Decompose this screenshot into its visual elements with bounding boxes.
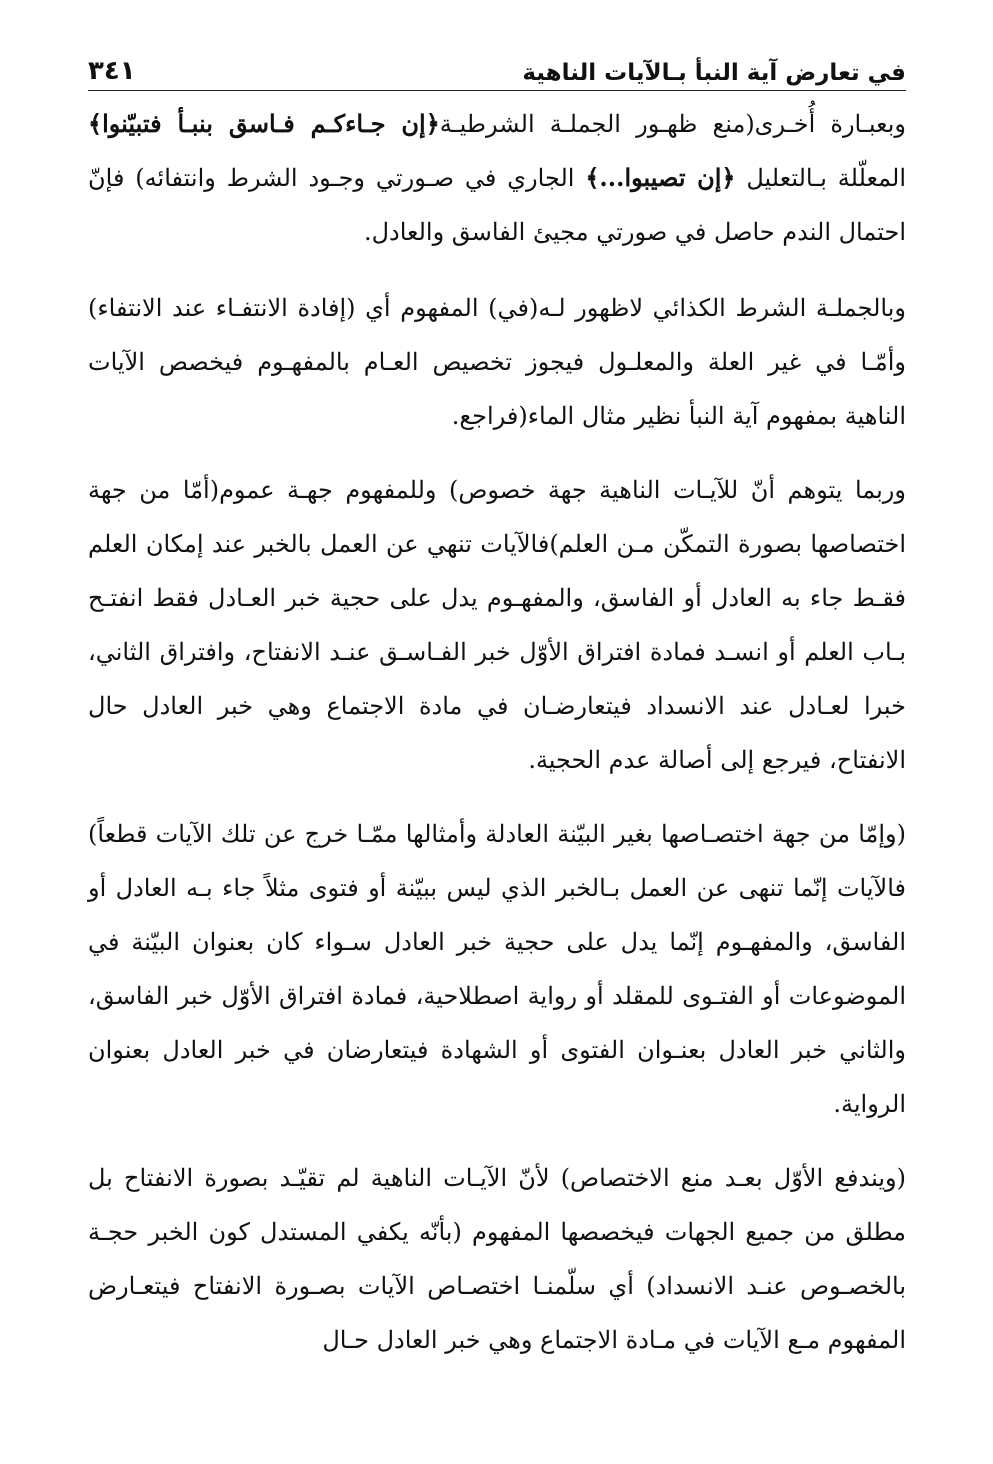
body-text	[88, 97, 906, 1367]
quran-quote-1: ﴿إن جـاءكـم فـاسق بنبـأ فتبيّنوا﴾	[88, 109, 440, 138]
paragraph-1	[88, 97, 906, 259]
paragraph-3: وربما يتوهم أنّ للآيـات الناهية جهة خصوص) وللمفهوم جهـة عموم(أمّا من جهة اختصاصها بصورة التمكّن مـن العلم)فالآيات تنهي عن العمل بالخبر عند إمكان العلم فقـط جاء به العادل أو الفاسق، والمفهـوم يدل على حجية خبر العـادل فقط انفتـح بـاب العلم أو انسـد فمادة افتراق الأوّل خبر الفـاسـق عنـد الانفتاح، وافتراق الثاني، خبرا لعـادل عند الانسداد فيتعارضـان في مادة الاجتماع وهي خبر العادل حال الانفتاح، فيرجع إلى أصالة عدم الحجية.	[88, 476, 906, 774]
book-page	[88, 40, 906, 1387]
paragraph-2: وبالجملـة الشرط الكذائي لاظهور لـه(في) المفهوم أي (إفادة الانتفـاء عند الانتفاء) وأمّـا في غير العلة والمعلـول فيجوز تخصيص العـام بالمفهـوم فيخصص الآيات الناهية بمفهوم آية النبأ نظير مثال الماء(فراجع.	[88, 294, 906, 430]
paragraph-1-part-2: المعلّلة بـالتعليل	[735, 164, 906, 192]
paragraph-1-part-1: وبعبـارة أُخـرى(منع ظهـور الجملـة الشرطيـة	[439, 110, 906, 138]
page-number: ٣٤١	[88, 56, 136, 86]
running-title: في تعارض آية النبأ بـالآيات الناهية	[522, 60, 906, 86]
paragraph-5: (ويندفع الأوّل بعـد منع الاختصاص) لأنّ الآيـات الناهية لم تقيّـد بصورة الانفتاح بل مطلق من جميع الجهات فيخصصها المفهوم (بأنّه يكفي المستدل كون الخبر حجـة بالخصـوص عنـد الانسداد) أي سلّمنـا اختصـاص الآيات بصـورة الانفتاح فيتعـارض المفهوم مـع الآيات في مـادة الاجتماع وهي خبر العادل حـال	[88, 1164, 906, 1354]
page-header	[88, 40, 906, 91]
paragraph-1-part-3: الجاري في صـورتي وجـود الشرط وانتفائه) فإنّ احتمال الندم حاصل في صورتي مجيئ الفاسق والعادل.	[88, 164, 906, 246]
quran-quote-2: ﴿إن تصيبوا...﴾	[585, 163, 736, 192]
paragraph-4: (وإمّا من جهة اختصـاصها بغير البيّنة العادلة وأمثالها ممّـا خرج عن تلك الآيات قطعاً) فالآيات إنّما تنهى عن العمل بـالخبر الذي ليس ببيّنة أو فتوى مثلاً جاء بـه العادل أو الفاسق، والمفهـوم إنّما يدل على حجية خبر العادل سـواء كان بعنوان البيّنة في الموضوعات أو الفتـوى للمقلد أو رواية اصطلاحية، فمادة افتراق الأوّل خبر الفاسق، والثاني خبر العادل بعنـوان الفتوى أو الشهادة فيتعارضان في خبر العادل بعنوان الرواية.	[88, 820, 906, 1118]
